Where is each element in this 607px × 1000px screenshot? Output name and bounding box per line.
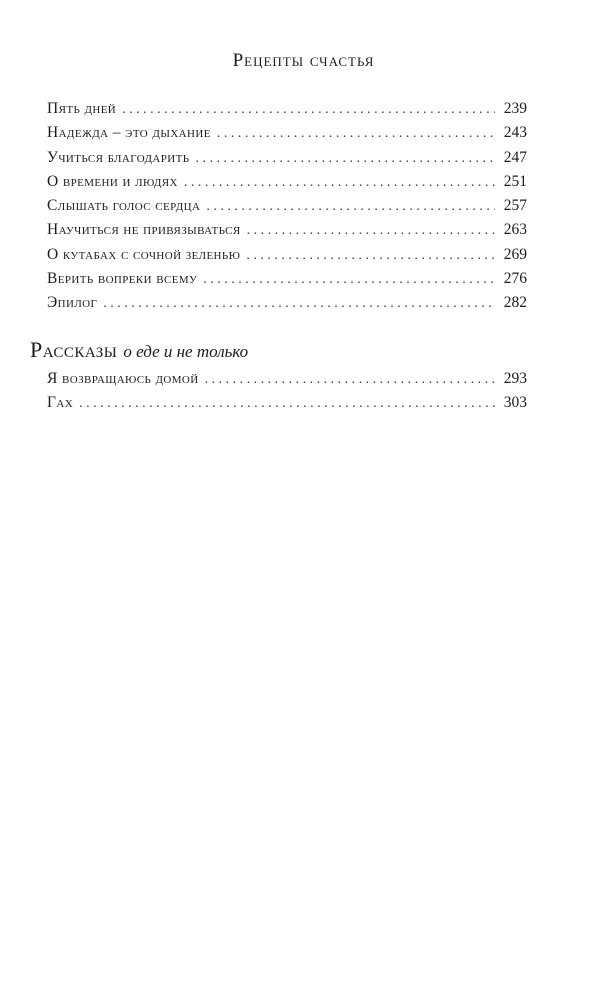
dot-leader (205, 368, 495, 392)
entry-page-number: 263 (503, 221, 527, 239)
part-toc-list (47, 367, 527, 416)
toc-entry[interactable] (47, 121, 527, 145)
toc-entry[interactable] (47, 267, 527, 291)
part-title: Рассказы (30, 337, 118, 362)
entry-title: О времени и людях (47, 172, 178, 190)
toc-entry[interactable] (47, 194, 527, 218)
entry-title: Надежда – это дыхание (47, 124, 211, 142)
entry-page-number: 239 (503, 100, 527, 117)
section-toc-list (47, 97, 527, 316)
dot-leader (184, 171, 495, 195)
part-subtitle: о еде и не только (123, 342, 249, 361)
dot-leader (206, 195, 495, 219)
entry-page-number: 276 (503, 270, 527, 288)
toc-entry[interactable] (47, 243, 527, 267)
dot-leader (79, 392, 495, 416)
entry-title: Верить вопреки всему (47, 270, 198, 288)
entry-page-number: 269 (503, 245, 527, 263)
dot-leader (103, 292, 495, 316)
dot-leader (246, 244, 495, 268)
toc-entry[interactable] (47, 367, 527, 391)
toc-entry[interactable] (47, 391, 527, 415)
section-title: Рецепты счастья (232, 50, 375, 71)
dot-leader (247, 219, 495, 243)
entry-page-number: 247 (503, 148, 527, 166)
entry-title: Научиться не привязываться (47, 221, 241, 239)
entry-page-number: 293 (503, 370, 527, 387)
dot-leader (217, 122, 495, 146)
entry-title: Я возвращаюсь домой (47, 370, 199, 387)
entry-page-number: 257 (503, 197, 527, 215)
dot-leader (122, 98, 495, 122)
dot-leader (203, 268, 495, 292)
toc-entry[interactable] (47, 97, 527, 121)
entry-title: Пять дней (47, 100, 117, 117)
toc-entry[interactable] (47, 170, 527, 194)
entry-title: Гах (47, 394, 74, 412)
entry-page-number: 243 (503, 124, 527, 142)
toc-entry[interactable] (47, 218, 527, 242)
toc-entry[interactable] (47, 146, 527, 170)
entry-page-number: 303 (503, 394, 527, 412)
entry-title: Эпилог (47, 294, 98, 312)
entry-page-number: 282 (503, 294, 527, 312)
entry-title: Учиться благодарить (47, 148, 190, 166)
toc-entry[interactable] (47, 291, 527, 315)
part-heading (30, 337, 248, 363)
dot-leader (195, 147, 495, 171)
entry-title: О кутабах с сочной зеленью (47, 245, 241, 263)
entry-page-number: 251 (503, 172, 527, 190)
entry-title: Слышать голос сердца (47, 197, 201, 215)
